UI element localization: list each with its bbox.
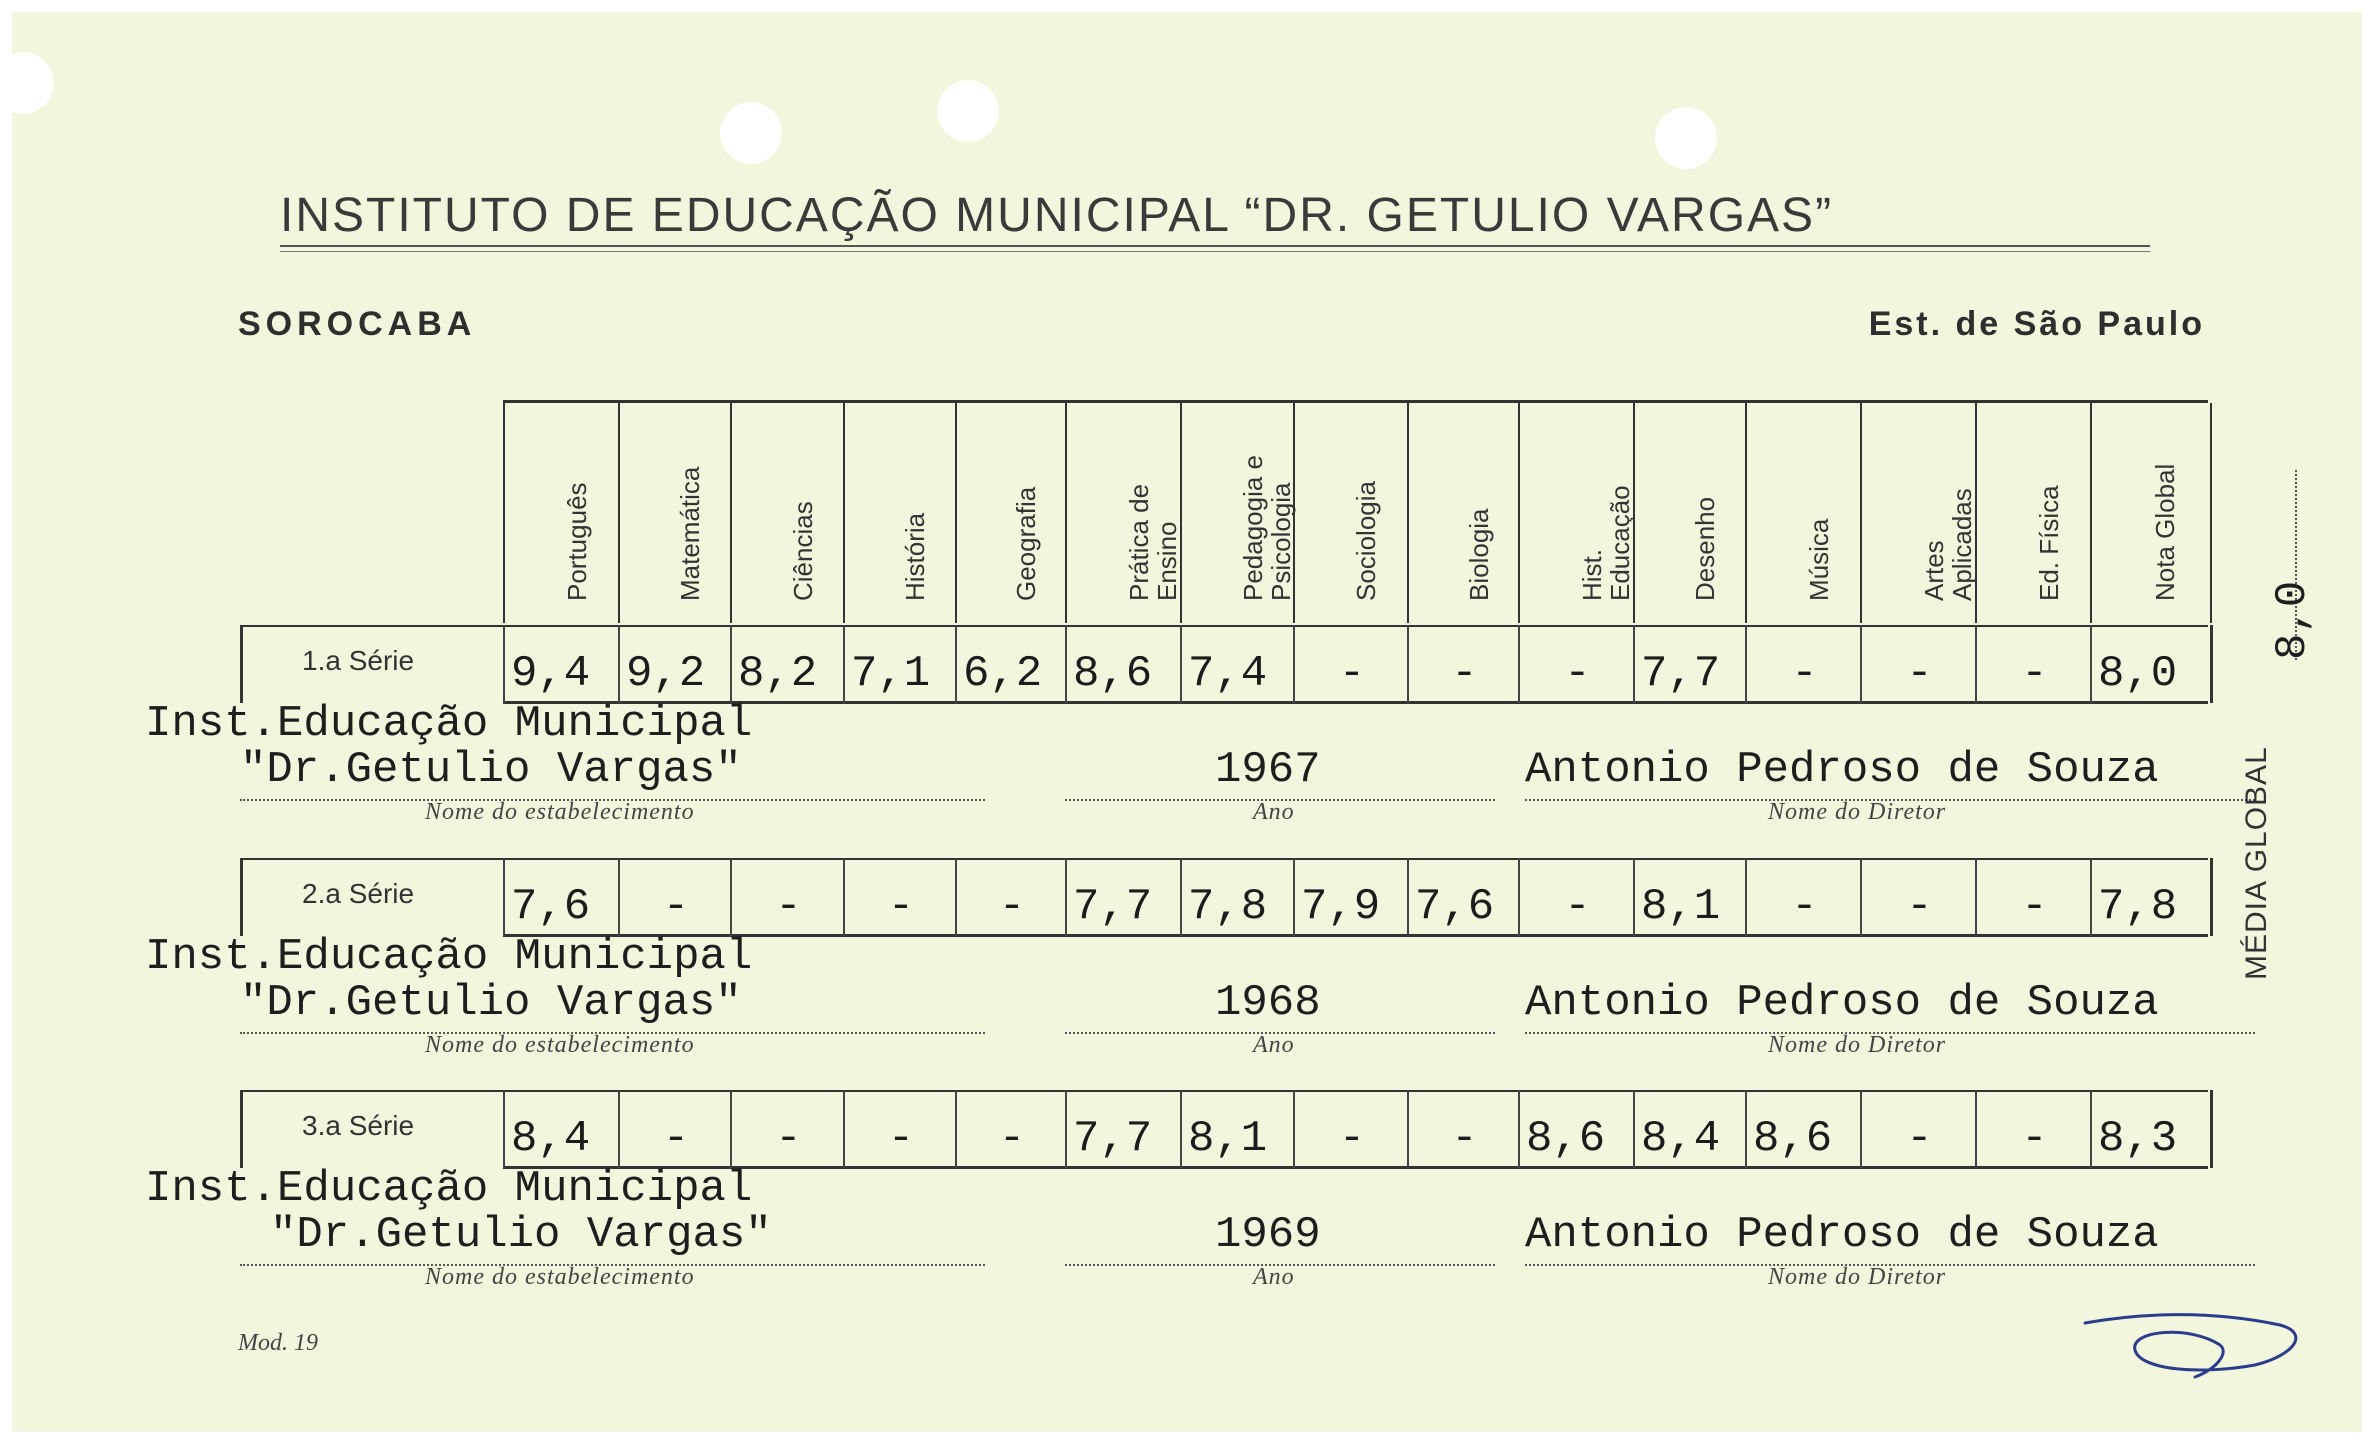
grade-value: 8,3 (2098, 1114, 2178, 1164)
grade-row (240, 625, 2208, 703)
subject-label: Sociologia (1351, 481, 1381, 601)
grade-cell (730, 858, 845, 936)
institution-title: INSTITUTO DE EDUCAÇÃO MUNICIPAL “DR. GETULIO VARGAS” (280, 189, 1834, 242)
subject-header-col (2090, 403, 2212, 623)
handwritten-mark (2080, 1295, 2320, 1390)
title-rule (280, 245, 2150, 247)
grade-cell (730, 625, 845, 703)
grade-value: - (1906, 1114, 1933, 1164)
state-label: Est. de São Paulo (1868, 305, 2205, 343)
subject-label: Ciências (787, 501, 818, 601)
grade-value: - (1451, 1114, 1478, 1164)
subject-label: História (900, 512, 930, 601)
subject-label: Português (561, 482, 592, 601)
grade-value: - (887, 1114, 915, 1164)
grade-value: - (775, 882, 802, 932)
serie-label: 2.a Série (302, 878, 415, 909)
grade-cell (1518, 858, 1635, 936)
grade-cell (2090, 1090, 2213, 1168)
grade-cell (843, 1090, 957, 1168)
grade-cell (1065, 1090, 1182, 1168)
punch-hole (720, 102, 782, 164)
grade-cell (955, 625, 1067, 703)
row-rule (240, 625, 243, 703)
grade-cell (503, 625, 620, 703)
grade-value: - (1451, 649, 1478, 699)
grade-value: 8,4 (511, 1114, 591, 1164)
grade-cell (1180, 1090, 1295, 1168)
row-rule (240, 1090, 243, 1168)
grade-row (240, 858, 2208, 936)
grade-value: 7,1 (851, 649, 931, 699)
punch-hole (937, 80, 999, 142)
grade-value: 9,4 (511, 649, 591, 699)
grade-value: 7,7 (1641, 649, 1721, 699)
grade-value: 8,6 (1526, 1114, 1606, 1164)
grade-value: 9,2 (626, 649, 706, 699)
grade-value: - (1564, 882, 1591, 932)
establishment-line2: "Dr.Getulio Vargas" (240, 745, 742, 795)
director-caption: Nome do Diretor (1768, 1264, 1947, 1290)
grade-cell (618, 625, 732, 703)
model-number: Mod. 19 (238, 1330, 318, 1356)
grade-value: - (2021, 649, 2048, 699)
grade-cell (1407, 625, 1520, 703)
grade-value: 7,7 (1073, 882, 1153, 932)
grade-cell (2090, 625, 2213, 703)
year-value: 1969 (1215, 1210, 1321, 1260)
grade-value: - (2021, 1114, 2048, 1164)
grade-value: 8,2 (738, 649, 818, 699)
row-rule (240, 858, 243, 936)
establishment-line1: Inst.Educação Municipal (145, 932, 753, 982)
punch-hole (1655, 107, 1717, 169)
grade-cell (1745, 1090, 1862, 1168)
grade-cell (1407, 858, 1520, 936)
grade-cell (843, 858, 957, 936)
establishment-line1: Inst.Educação Municipal (145, 1164, 753, 1214)
grade-cell (1518, 625, 1635, 703)
grade-value: - (1906, 882, 1933, 932)
year-caption: Ano (1253, 1264, 1295, 1290)
grade-value: 8,6 (1753, 1114, 1833, 1164)
subject-label: Prática de Ensino (1123, 483, 1182, 601)
serie-label: 3.a Série (302, 1110, 415, 1141)
grade-cell (1633, 1090, 1747, 1168)
year-value: 1967 (1215, 745, 1321, 795)
grade-cell (1860, 858, 1977, 936)
grade-cell (730, 1090, 845, 1168)
grade-cell (2090, 858, 2213, 936)
subject-header-col (618, 403, 732, 623)
subject-label: Hist. Educação (1576, 485, 1635, 601)
director-name: Antonio Pedroso de Souza (1525, 745, 2159, 795)
grade-cell (1180, 625, 1295, 703)
grade-value: 7,7 (1073, 1114, 1153, 1164)
grade-value: 7,9 (1301, 882, 1381, 932)
title-rule (280, 251, 2150, 252)
grade-value: - (775, 1114, 802, 1164)
grade-cell (1860, 625, 1977, 703)
subject-label: Desenho (1690, 496, 1720, 601)
subject-header-col (503, 403, 620, 623)
subject-header-col (1975, 403, 2092, 623)
grade-value: - (2021, 882, 2048, 932)
grade-cell (1860, 1090, 1977, 1168)
establishment-caption: Nome do estabelecimento (425, 1264, 695, 1290)
grade-cell (1293, 1090, 1409, 1168)
year-caption: Ano (1253, 799, 1295, 825)
grade-cell (1633, 858, 1747, 936)
director-caption: Nome do Diretor (1768, 799, 1947, 825)
grade-value: 7,6 (1415, 882, 1495, 932)
grade-cell (1518, 1090, 1635, 1168)
grade-cell (955, 1090, 1067, 1168)
grade-cell (618, 858, 732, 936)
grade-value: - (662, 882, 690, 932)
subject-label: Música (1803, 518, 1834, 601)
subject-label: Ed. Física (2033, 485, 2064, 601)
year-value: 1968 (1215, 978, 1321, 1028)
grade-cell (1975, 858, 2092, 936)
subject-header-col (1407, 403, 1520, 623)
grade-cell (1065, 858, 1182, 936)
subject-label: Matemática (675, 466, 705, 601)
grade-cell (503, 1090, 620, 1168)
grade-cell (1407, 1090, 1520, 1168)
subject-header-col (1180, 403, 1295, 623)
grade-value: - (998, 882, 1026, 932)
city-label: SOROCABA (238, 305, 477, 343)
subject-header-col (1745, 403, 1862, 623)
subject-header-col (1518, 403, 1635, 623)
grade-value: 6,2 (963, 649, 1043, 699)
subject-header-col (1860, 403, 1977, 623)
subject-label: Pedagogia e Psicologia (1237, 454, 1296, 601)
grade-value: 7,4 (1188, 649, 1268, 699)
grade-value: 7,8 (1188, 882, 1268, 932)
director-name: Antonio Pedroso de Souza (1525, 978, 2159, 1028)
grade-value: - (1338, 1114, 1366, 1164)
subject-label: Geografia (1011, 486, 1041, 601)
establishment-caption: Nome do estabelecimento (425, 799, 695, 825)
grade-row (240, 1090, 2208, 1168)
subject-label: Nota Global (2150, 463, 2180, 601)
grade-value: 8,0 (2098, 649, 2178, 699)
establishment-line1: Inst.Educação Municipal (145, 699, 753, 749)
grade-value: - (662, 1114, 690, 1164)
grade-cell (503, 858, 620, 936)
grade-value: - (1338, 649, 1366, 699)
establishment-line2: "Dr.Getulio Vargas" (270, 1210, 772, 1260)
subject-label: Artes Aplicadas (1918, 488, 1977, 601)
grade-value: - (1791, 649, 1818, 699)
grade-cell (1293, 625, 1409, 703)
grade-cell (1745, 858, 1862, 936)
grade-cell (1065, 625, 1182, 703)
grade-cell (1975, 1090, 2092, 1168)
grade-value: - (998, 1114, 1026, 1164)
grade-value: 8,6 (1073, 649, 1153, 699)
grade-value: 7,6 (511, 882, 591, 932)
grade-cell (1180, 858, 1295, 936)
establishment-caption: Nome do estabelecimento (425, 1032, 695, 1058)
year-caption: Ano (1253, 1032, 1295, 1058)
punch-hole (0, 52, 54, 114)
subject-header-col (955, 403, 1067, 623)
subject-header-col (1633, 403, 1747, 623)
grade-cell (843, 625, 957, 703)
grade-value: 7,8 (2098, 882, 2178, 932)
grade-value: - (887, 882, 915, 932)
grade-value: 8,1 (1641, 882, 1721, 932)
director-name: Antonio Pedroso de Souza (1525, 1210, 2159, 1260)
subject-header-col (1293, 403, 1409, 623)
subject-header-col (730, 403, 845, 623)
establishment-line2: "Dr.Getulio Vargas" (240, 978, 742, 1028)
grade-cell (1975, 625, 2092, 703)
serie-label: 1.a Série (302, 645, 415, 676)
grade-cell (1633, 625, 1747, 703)
grade-value: - (1791, 882, 1818, 932)
grade-cell (955, 858, 1067, 936)
grade-cell (1745, 625, 1862, 703)
director-caption: Nome do Diretor (1768, 1032, 1947, 1058)
grade-value: 8,4 (1641, 1114, 1721, 1164)
grade-cell (1293, 858, 1409, 936)
subject-header-col (843, 403, 957, 623)
grade-cell (618, 1090, 732, 1168)
subject-label: Biologia (1463, 508, 1494, 601)
grade-value: - (1564, 649, 1591, 699)
grade-value: - (1906, 649, 1933, 699)
grade-value: 8,1 (1188, 1114, 1268, 1164)
subject-header-col (1065, 403, 1182, 623)
